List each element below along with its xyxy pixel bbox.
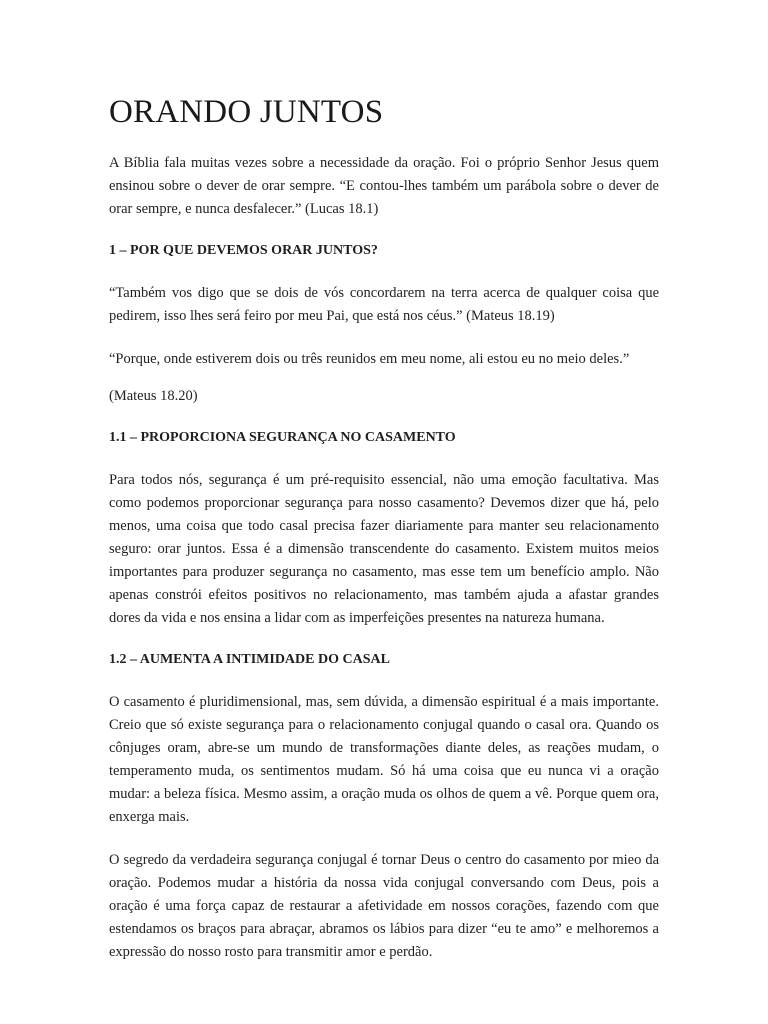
document-page (109, 92, 659, 984)
section-1-2-heading: 1.2 – AUMENTA A INTIMIDADE DO CASAL (109, 652, 390, 667)
section-1-2-body-1: O casamento é pluridimensional, mas, sem dúvida, a dimensão espiritual é a mais importante. Creio que só existe segurança para o relacionamento conjugal quando o casal ora. Quando os cônjuges oram, abre-se um mundo de transformações diante deles, as reações mudam, o temperamento muda, os sentimentos mudam. Só há uma coisa que eu nunca vi a oração mudar: a beleza física. Mesmo assim, a oração muda os olhos de quem a vê. Porque quem ora, enxerga mais. (109, 694, 659, 825)
section-1-2-body-2: O segredo da verdadeira segurança conjugal é tornar Deus o centro do casamento por mieo da oração. Podemos mudar a história da nossa vida conjugal conversando com Deus, pois a oração é uma força capaz de restaurar a afetividade em nossos corações, fazendo com que estendamos os braços para abraçar, abramos os lábios para dizer “eu te amo” e melhoremos a expressão do nosso rosto para transmitir amor e perdão. (109, 852, 659, 960)
quote-mateus-18-20: “Porque, onde estiverem dois ou três reunidos em meu nome, ali estou eu no meio deles.” (109, 351, 630, 367)
quote-mateus-18-19: “Também vos digo que se dois de vós concordarem na terra acerca de qualquer coisa que pedirem, isso lhes será feiro por meu Pai, que está nos céus.” (Mateus 18.19) (109, 285, 659, 324)
section-1-1-body: Para todos nós, segurança é um pré-requisito essencial, não uma emoção facultativa. Mas como podemos proporcionar segurança para nosso casamento? Devemos dizer que há, pelo menos, uma coisa que todo casal precisa fazer diariamente para manter seu relacionamento seguro: orar juntos. Essa é a dimensão transcendente do casamento. Existem muitos meios importantes para produzer segurança no casamento, mas esse tem um benefício amplo. Não apenas constrói efeitos positivos no relacionamento, mas também ajuda a afastar grandes dores da vida e nos ensina a lidar com as imperfeições presentes na natureza humana. (109, 472, 659, 626)
intro-paragraph: A Bíblia fala muitas vezes sobre a necessidade da oração. Foi o próprio Senhor Jesus quem ensinou sobre o dever de orar sempre. “E contou-lhes também um parábola sobre o dever de orar sempre, e nunca desfalecer.” (Lucas 18.1) (109, 155, 659, 217)
quote-mateus-18-20-reference: (Mateus 18.20) (109, 388, 198, 404)
section-1-1-heading: 1.1 – PROPORCIONA SEGURANÇA NO CASAMENTO (109, 430, 456, 445)
document-title: ORANDO JUNTOS (109, 94, 384, 130)
section-1-heading: 1 – POR QUE DEVEMOS ORAR JUNTOS? (109, 243, 378, 258)
